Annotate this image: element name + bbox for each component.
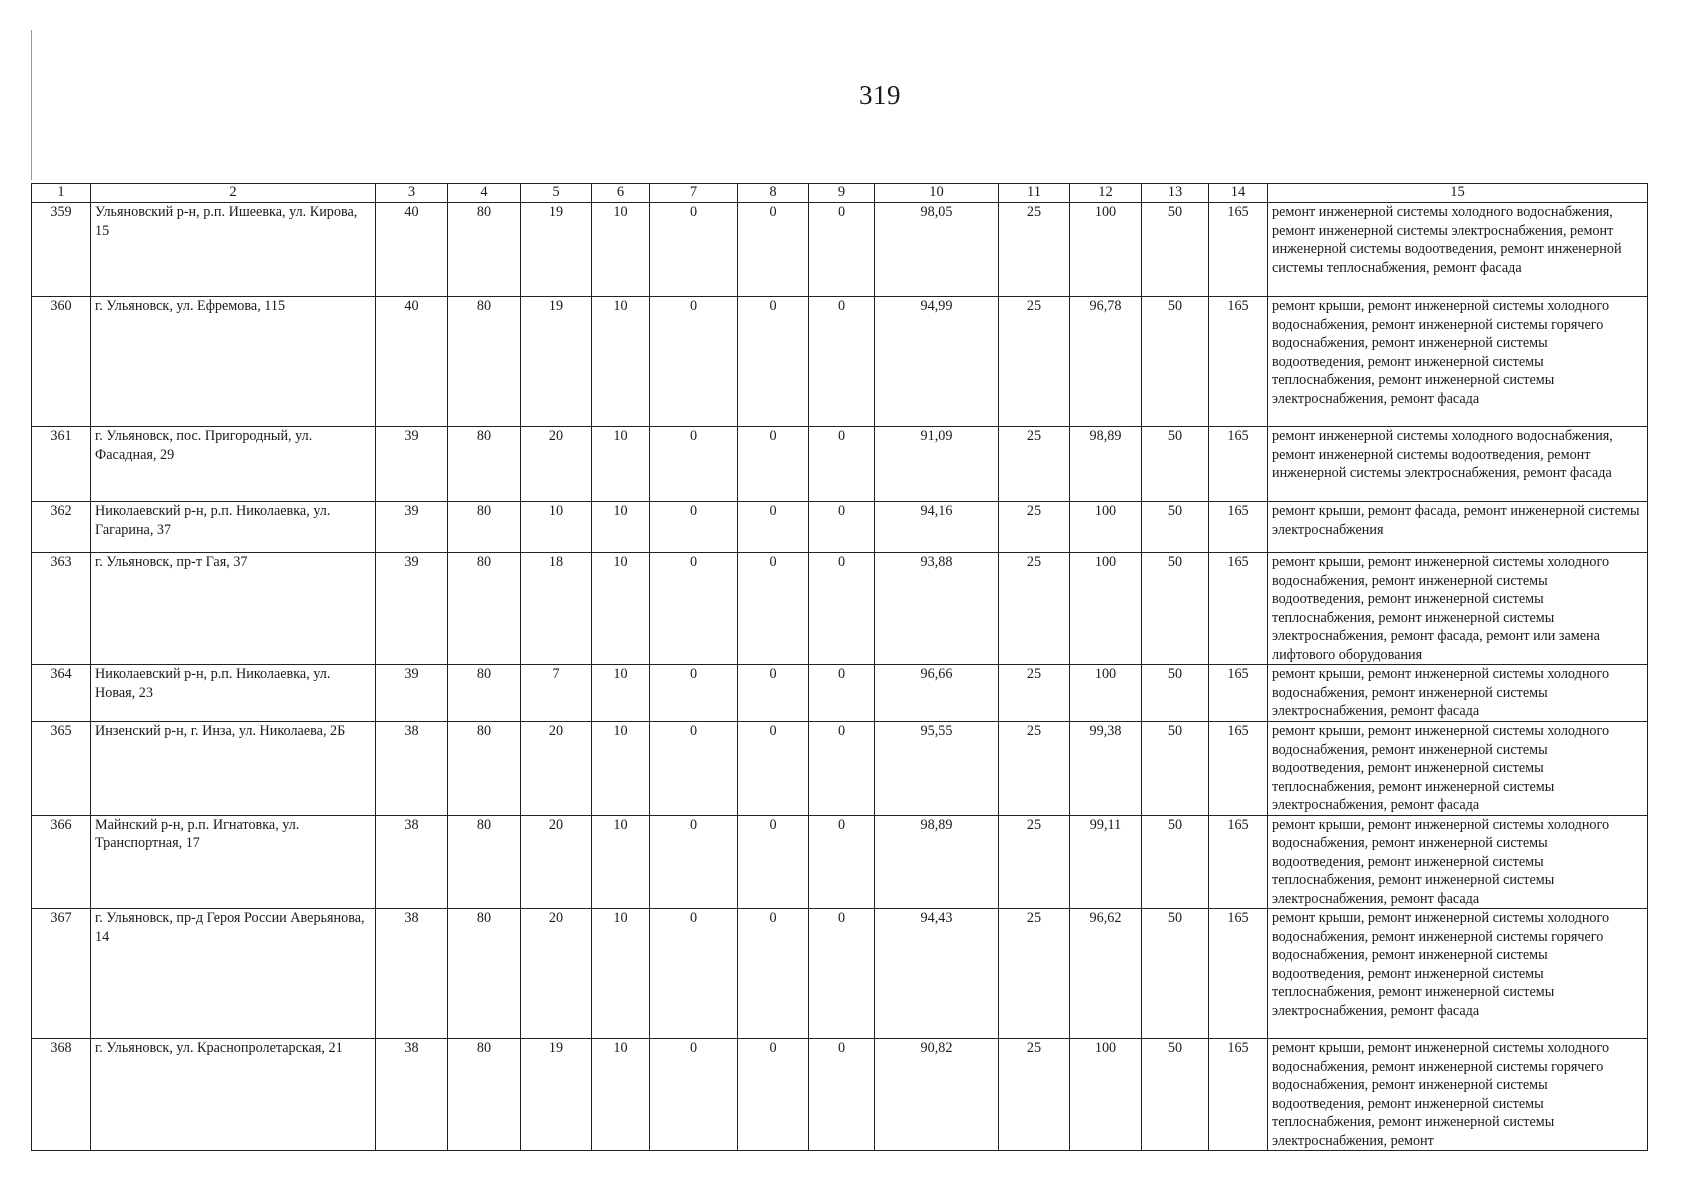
value-cell: 94,99 <box>875 297 999 427</box>
value-cell: 10 <box>592 553 650 665</box>
value-cell: 0 <box>650 722 738 816</box>
value-cell: 38 <box>376 722 448 816</box>
works-list-cell: ремонт крыши, ремонт инженерной системы холодного водоснабжения, ремонт инженерной системы водоотведения, ремонт инженерной системы теплоснабжения, ремонт инженерной системы электроснабжения, ремонт фасада <box>1268 815 1648 909</box>
value-cell: 10 <box>592 909 650 1039</box>
value-cell: 50 <box>1142 665 1209 722</box>
works-list-cell: ремонт инженерной системы холодного водоснабжения, ремонт инженерной системы водоотведения, ремонт инженерной системы электроснабжения, ремонт фасада <box>1268 427 1648 502</box>
value-cell: 94,16 <box>875 502 999 553</box>
value-cell: 20 <box>521 427 592 502</box>
table-row <box>32 909 1648 1039</box>
address-cell: г. Ульяновск, ул. Ефремова, 115 <box>91 297 376 427</box>
works-list-cell: ремонт крыши, ремонт инженерной системы холодного водоснабжения, ремонт инженерной системы горячего водоснабжения, ремонт инженерной системы водоотведения, ремонт инженерной системы теплоснабжения, ремонт инженерной системы электроснабжения, ремонт фасада <box>1268 909 1648 1039</box>
col-header: 7 <box>650 184 738 203</box>
value-cell: 80 <box>448 203 521 297</box>
value-cell: 0 <box>738 1039 809 1151</box>
value-cell: 25 <box>999 553 1070 665</box>
value-cell: 10 <box>592 815 650 909</box>
value-cell: 80 <box>448 427 521 502</box>
row-number: 361 <box>32 427 91 502</box>
value-cell: 94,43 <box>875 909 999 1039</box>
col-header: 12 <box>1070 184 1142 203</box>
table-row <box>32 665 1648 722</box>
header-row <box>32 184 1648 203</box>
value-cell: 10 <box>592 203 650 297</box>
value-cell: 95,55 <box>875 722 999 816</box>
value-cell: 0 <box>650 502 738 553</box>
value-cell: 80 <box>448 297 521 427</box>
value-cell: 20 <box>521 815 592 909</box>
value-cell: 100 <box>1070 553 1142 665</box>
value-cell: 165 <box>1209 297 1268 427</box>
value-cell: 39 <box>376 502 448 553</box>
row-number: 359 <box>32 203 91 297</box>
col-header: 2 <box>91 184 376 203</box>
value-cell: 0 <box>809 722 875 816</box>
value-cell: 25 <box>999 502 1070 553</box>
value-cell: 0 <box>809 909 875 1039</box>
value-cell: 0 <box>650 297 738 427</box>
value-cell: 0 <box>738 502 809 553</box>
address-cell: г. Ульяновск, пр-т Гая, 37 <box>91 553 376 665</box>
address-cell: г. Ульяновск, пр-д Героя России Аверьянова, 14 <box>91 909 376 1039</box>
value-cell: 50 <box>1142 203 1209 297</box>
value-cell: 25 <box>999 1039 1070 1151</box>
value-cell: 50 <box>1142 553 1209 665</box>
address-cell: Николаевский р-н, р.п. Николаевка, ул. Гагарина, 37 <box>91 502 376 553</box>
value-cell: 0 <box>738 815 809 909</box>
value-cell: 50 <box>1142 909 1209 1039</box>
value-cell: 18 <box>521 553 592 665</box>
value-cell: 10 <box>592 665 650 722</box>
value-cell: 100 <box>1070 1039 1142 1151</box>
value-cell: 165 <box>1209 815 1268 909</box>
value-cell: 7 <box>521 665 592 722</box>
value-cell: 25 <box>999 815 1070 909</box>
value-cell: 0 <box>738 553 809 665</box>
value-cell: 100 <box>1070 502 1142 553</box>
value-cell: 165 <box>1209 553 1268 665</box>
value-cell: 20 <box>521 722 592 816</box>
table-row <box>32 722 1648 816</box>
value-cell: 165 <box>1209 665 1268 722</box>
value-cell: 19 <box>521 297 592 427</box>
value-cell: 10 <box>592 427 650 502</box>
value-cell: 10 <box>592 297 650 427</box>
col-header: 14 <box>1209 184 1268 203</box>
value-cell: 98,89 <box>1070 427 1142 502</box>
address-cell: г. Ульяновск, ул. Краснопролетарская, 21 <box>91 1039 376 1151</box>
value-cell: 0 <box>738 203 809 297</box>
value-cell: 165 <box>1209 502 1268 553</box>
address-cell: г. Ульяновск, пос. Пригородный, ул. Фасадная, 29 <box>91 427 376 502</box>
value-cell: 50 <box>1142 297 1209 427</box>
works-list-cell: ремонт крыши, ремонт инженерной системы холодного водоснабжения, ремонт инженерной системы горячего водоснабжения, ремонт инженерной системы водоотведения, ремонт инженерной системы теплоснабжения, ремонт инженерной системы электроснабжения, ремонт фасада <box>1268 297 1648 427</box>
value-cell: 80 <box>448 665 521 722</box>
value-cell: 80 <box>448 1039 521 1151</box>
col-header: 11 <box>999 184 1070 203</box>
value-cell: 19 <box>521 203 592 297</box>
works-list-cell: ремонт крыши, ремонт инженерной системы холодного водоснабжения, ремонт инженерной системы горячего водоснабжения, ремонт инженерной системы водоотведения, ремонт инженерной системы теплоснабжения, ремонт инженерной системы электроснабжения, ремонт <box>1268 1039 1648 1151</box>
col-header: 1 <box>32 184 91 203</box>
value-cell: 38 <box>376 1039 448 1151</box>
value-cell: 50 <box>1142 815 1209 909</box>
value-cell: 0 <box>650 553 738 665</box>
value-cell: 50 <box>1142 722 1209 816</box>
works-list-cell: ремонт инженерной системы холодного водоснабжения, ремонт инженерной системы электроснабжения, ремонт инженерной системы водоотведения, ремонт инженерной системы теплоснабжения, ремонт фасада <box>1268 203 1648 297</box>
value-cell: 25 <box>999 427 1070 502</box>
col-header: 5 <box>521 184 592 203</box>
address-cell: Ульяновский р-н, р.п. Ишеевка, ул. Кирова, 15 <box>91 203 376 297</box>
row-number: 363 <box>32 553 91 665</box>
value-cell: 25 <box>999 297 1070 427</box>
value-cell: 0 <box>809 203 875 297</box>
value-cell: 0 <box>738 722 809 816</box>
value-cell: 96,66 <box>875 665 999 722</box>
col-header: 8 <box>738 184 809 203</box>
value-cell: 10 <box>592 722 650 816</box>
value-cell: 0 <box>650 665 738 722</box>
value-cell: 0 <box>650 1039 738 1151</box>
value-cell: 40 <box>376 203 448 297</box>
value-cell: 165 <box>1209 203 1268 297</box>
value-cell: 0 <box>809 1039 875 1151</box>
value-cell: 19 <box>521 1039 592 1151</box>
page-number: 319 <box>859 80 901 110</box>
value-cell: 25 <box>999 203 1070 297</box>
col-header: 10 <box>875 184 999 203</box>
table-row <box>32 553 1648 665</box>
value-cell: 10 <box>592 502 650 553</box>
value-cell: 96,78 <box>1070 297 1142 427</box>
value-cell: 20 <box>521 909 592 1039</box>
value-cell: 0 <box>650 427 738 502</box>
address-cell: Инзенский р-н, г. Инза, ул. Николаева, 2Б <box>91 722 376 816</box>
value-cell: 10 <box>521 502 592 553</box>
value-cell: 80 <box>448 909 521 1039</box>
value-cell: 0 <box>738 665 809 722</box>
value-cell: 40 <box>376 297 448 427</box>
address-cell: Николаевский р-н, р.п. Николаевка, ул. Новая, 23 <box>91 665 376 722</box>
value-cell: 0 <box>738 427 809 502</box>
value-cell: 25 <box>999 722 1070 816</box>
col-header: 3 <box>376 184 448 203</box>
value-cell: 80 <box>448 722 521 816</box>
row-number: 362 <box>32 502 91 553</box>
value-cell: 93,88 <box>875 553 999 665</box>
value-cell: 0 <box>809 665 875 722</box>
value-cell: 80 <box>448 815 521 909</box>
value-cell: 165 <box>1209 427 1268 502</box>
works-list-cell: ремонт крыши, ремонт инженерной системы холодного водоснабжения, ремонт инженерной системы водоотведения, ремонт инженерной системы теплоснабжения, ремонт инженерной системы электроснабжения, ремонт фасада <box>1268 722 1648 816</box>
row-number: 368 <box>32 1039 91 1151</box>
table-row <box>32 297 1648 427</box>
value-cell: 39 <box>376 427 448 502</box>
table-row <box>32 203 1648 297</box>
col-header: 6 <box>592 184 650 203</box>
address-cell: Майнский р-н, р.п. Игнатовка, ул. Транспортная, 17 <box>91 815 376 909</box>
works-list-cell: ремонт крыши, ремонт инженерной системы холодного водоснабжения, ремонт инженерной системы электроснабжения, ремонт фасада <box>1268 665 1648 722</box>
value-cell: 38 <box>376 815 448 909</box>
value-cell: 98,89 <box>875 815 999 909</box>
row-number: 365 <box>32 722 91 816</box>
value-cell: 0 <box>809 553 875 665</box>
table-row <box>32 1039 1648 1151</box>
col-header: 15 <box>1268 184 1648 203</box>
value-cell: 0 <box>650 909 738 1039</box>
value-cell: 39 <box>376 553 448 665</box>
value-cell: 0 <box>650 203 738 297</box>
value-cell: 0 <box>809 427 875 502</box>
value-cell: 98,05 <box>875 203 999 297</box>
value-cell: 0 <box>809 297 875 427</box>
value-cell: 25 <box>999 665 1070 722</box>
col-header: 4 <box>448 184 521 203</box>
value-cell: 50 <box>1142 502 1209 553</box>
value-cell: 165 <box>1209 1039 1268 1151</box>
value-cell: 90,82 <box>875 1039 999 1151</box>
repair-register-table <box>31 183 1648 1151</box>
row-number: 364 <box>32 665 91 722</box>
value-cell: 39 <box>376 665 448 722</box>
table-row <box>32 427 1648 502</box>
value-cell: 80 <box>448 553 521 665</box>
value-cell: 0 <box>809 815 875 909</box>
col-header: 13 <box>1142 184 1209 203</box>
value-cell: 165 <box>1209 722 1268 816</box>
row-number: 367 <box>32 909 91 1039</box>
value-cell: 100 <box>1070 665 1142 722</box>
works-list-cell: ремонт крыши, ремонт инженерной системы холодного водоснабжения, ремонт инженерной системы водоотведения, ремонт инженерной системы теплоснабжения, ремонт инженерной системы электроснабжения, ремонт фасада, ремонт или замена лифтового оборудования <box>1268 553 1648 665</box>
value-cell: 91,09 <box>875 427 999 502</box>
value-cell: 50 <box>1142 1039 1209 1151</box>
value-cell: 38 <box>376 909 448 1039</box>
value-cell: 0 <box>809 502 875 553</box>
col-header: 9 <box>809 184 875 203</box>
value-cell: 0 <box>738 909 809 1039</box>
row-number: 360 <box>32 297 91 427</box>
value-cell: 96,62 <box>1070 909 1142 1039</box>
value-cell: 50 <box>1142 427 1209 502</box>
value-cell: 99,11 <box>1070 815 1142 909</box>
value-cell: 0 <box>738 297 809 427</box>
row-number: 366 <box>32 815 91 909</box>
value-cell: 165 <box>1209 909 1268 1039</box>
works-list-cell: ремонт крыши, ремонт фасада, ремонт инженерной системы электроснабжения <box>1268 502 1648 553</box>
value-cell: 0 <box>650 815 738 909</box>
value-cell: 99,38 <box>1070 722 1142 816</box>
value-cell: 80 <box>448 502 521 553</box>
table-row <box>32 502 1648 553</box>
value-cell: 100 <box>1070 203 1142 297</box>
value-cell: 10 <box>592 1039 650 1151</box>
table-row <box>32 815 1648 909</box>
value-cell: 25 <box>999 909 1070 1039</box>
